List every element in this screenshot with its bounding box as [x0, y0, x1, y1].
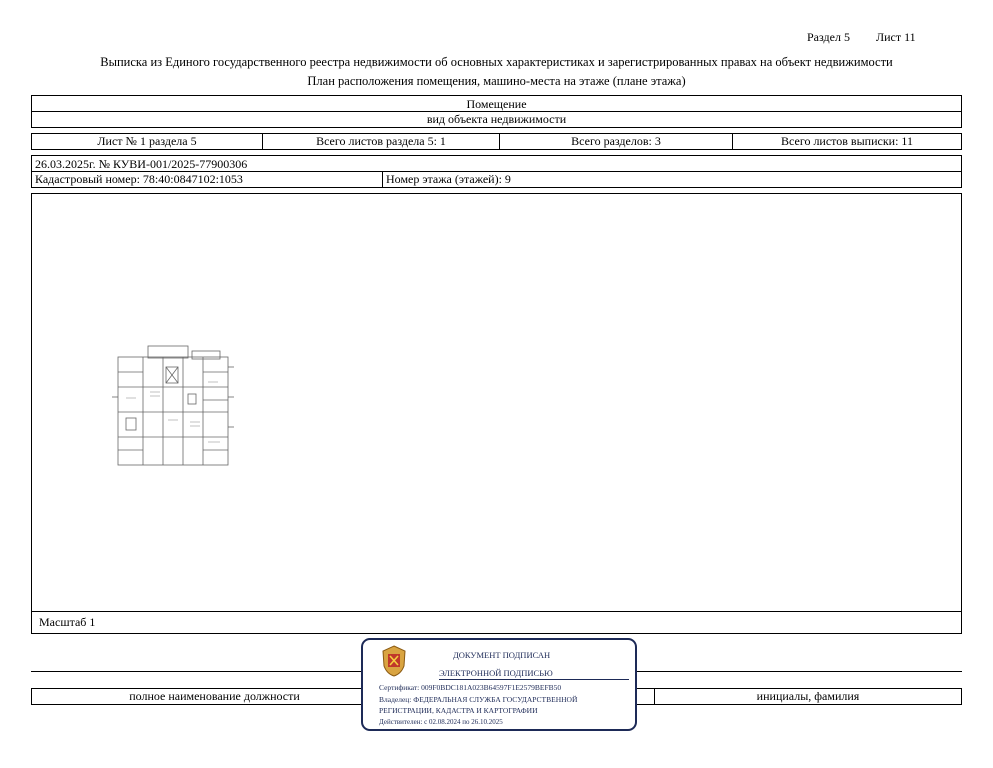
object-name: Помещение [466, 96, 527, 111]
document-number: 26.03.2025г. № КУВИ-001/2025-77900306 [35, 156, 248, 171]
electronic-signature-stamp [361, 638, 637, 731]
sheet-of-section: Лист № 1 раздела 5 [97, 134, 197, 148]
stamp-owner-line1: Владелец: ФЕДЕРАЛЬНАЯ СЛУЖБА ГОСУДАРСТВЕННОЙ [379, 695, 578, 704]
stamp-owner-line2: РЕГИСТРАЦИИ, КАДАСТРА И КАРТОГРАФИИ [379, 706, 538, 715]
doc-info-box [31, 155, 962, 188]
stamp-rule [439, 679, 629, 680]
floor-plan-drawing [108, 342, 258, 472]
position-label: полное наименование должности [129, 689, 300, 703]
coat-of-arms-icon [379, 644, 409, 678]
document-subtitle: План расположения помещения, машино-места на этаже (плане этажа) [307, 74, 686, 88]
object-kind-label: вид объекта недвижимости [426, 112, 567, 126]
floor-plan-frame [31, 193, 962, 634]
stamp-certificate: Сертификат: 009F0BDC181A023B64597F1E2579BEFB50 [379, 683, 562, 692]
total-sheets-section: Всего листов раздела 5: 1 [316, 134, 446, 148]
stamp-validity: Действителен: с 02.08.2024 по 26.10.2025 [379, 718, 503, 726]
scale-label: Масштаб 1 [39, 615, 96, 629]
floor-number: Номер этажа (этажей): 9 [386, 172, 511, 186]
total-sheets-extract: Всего листов выписки: 11 [781, 134, 913, 148]
stamp-line2: ЭЛЕКТРОННОЙ ПОДПИСЬЮ [439, 668, 553, 678]
sheet-number: Лист 11 [876, 30, 916, 44]
name-label: инициалы, фамилия [756, 689, 860, 703]
object-box [31, 95, 962, 128]
stamp-line1: ДОКУМЕНТ ПОДПИСАН [453, 650, 551, 660]
total-sections: Всего разделов: 3 [571, 134, 661, 148]
sheet-info-row [31, 133, 962, 150]
section-number: Раздел 5 [807, 30, 850, 44]
document-title: Выписка из Единого государственного реестра недвижимости об основных характеристиках и зарегистрированных правах на объект недвижимости [100, 55, 893, 69]
cadastral-number: Кадастровый номер: 78:40:0847102:1053 [35, 172, 243, 186]
